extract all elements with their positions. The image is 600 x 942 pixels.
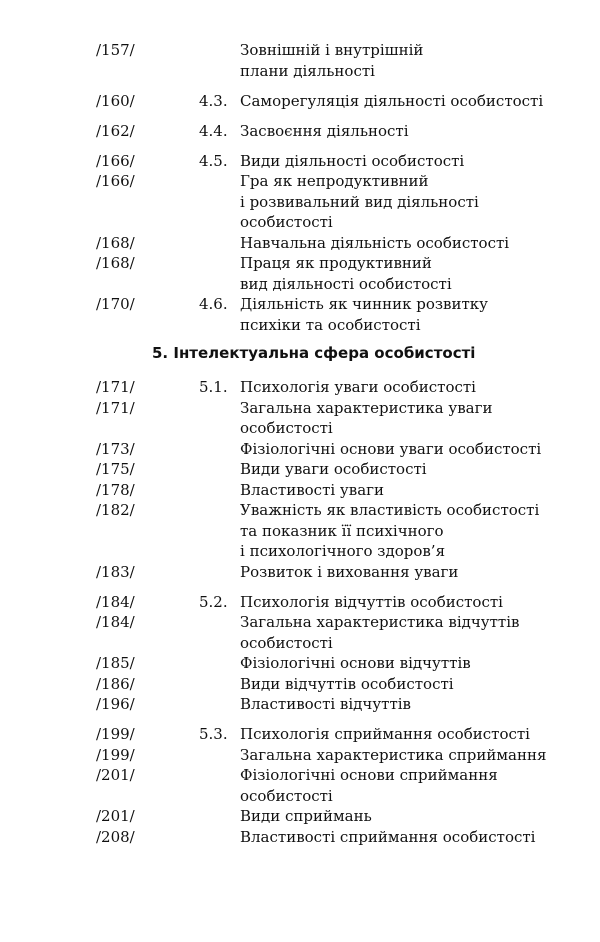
- toc-section-4-continued: [0, 40, 600, 335]
- toc-section-number: 5.1.: [199, 378, 228, 396]
- toc-entry: [0, 500, 600, 562]
- toc-page-ref: /184/: [96, 592, 135, 611]
- toc-entry-title: Уважність як властивість особистості та показник її психічного і психологічного здоров’я: [240, 501, 540, 560]
- toc-entry-title: Загальна характеристика відчуттів особистості: [240, 613, 520, 652]
- toc-entry-title: Засвоєння діяльності: [240, 121, 409, 140]
- toc-entry-title: Властивості уваги: [240, 480, 385, 499]
- spacer: [0, 582, 600, 592]
- toc-entry: [0, 765, 600, 806]
- toc-entry: [0, 674, 600, 695]
- toc-entry-title: Психологія сприймання особистості: [240, 725, 530, 743]
- toc-entry: [0, 294, 600, 335]
- toc-page-ref: /173/: [96, 439, 135, 458]
- toc-entry-title: Зовнішній і внутрішній плани діяльності: [240, 41, 424, 80]
- toc-page-ref: /199/: [96, 725, 135, 743]
- toc-entry-title: Праця як продуктивний вид діяльності особистості: [240, 254, 452, 293]
- toc-entry-title: Гра як непродуктивний і розвивальний вид діяльності особистості: [240, 172, 479, 231]
- toc-entry: [0, 398, 600, 439]
- toc-page-ref: /201/: [96, 766, 135, 784]
- toc-entry-title: Види сприймань: [240, 807, 372, 825]
- toc-page-ref: /162/: [96, 121, 135, 140]
- toc-entry: [0, 745, 600, 766]
- spacer: [0, 81, 600, 91]
- toc-page-ref: /175/: [96, 460, 135, 478]
- toc-entry: [0, 171, 600, 233]
- toc-entry-title: Фізіологічні основи відчуттів: [240, 654, 471, 672]
- toc-page-ref: /168/: [96, 254, 135, 272]
- toc-entry: [0, 253, 600, 294]
- toc-section-number: 4.3.: [199, 91, 228, 110]
- toc-entry-title: Фізіологічні основи сприймання особистості: [240, 766, 498, 805]
- toc-entry: [0, 562, 600, 583]
- toc-page-ref: /170/: [96, 295, 135, 313]
- toc-entry: [0, 40, 600, 81]
- toc-entry: [0, 377, 600, 398]
- toc-section-number: 5.2.: [199, 592, 228, 611]
- toc-entry-title: Навчальна діяльність особистості: [240, 233, 510, 252]
- toc-page-ref: /157/: [96, 41, 135, 59]
- toc-section-number: 4.5.: [199, 151, 228, 170]
- toc-entry-title: Властивості сприймання особистості: [240, 827, 536, 846]
- toc-entry: [0, 592, 600, 613]
- toc-entry-title: Психологія уваги особистості: [240, 378, 476, 396]
- spacer: [0, 715, 600, 725]
- toc-entry-title: Розвиток і виховання уваги: [240, 562, 459, 581]
- toc-entry-title: Загальна характеристика сприймання: [240, 745, 547, 764]
- toc-section-number: 4.4.: [199, 121, 228, 140]
- toc-page-ref: /186/: [96, 674, 135, 693]
- toc-entry: [0, 827, 600, 848]
- toc-entry: [0, 694, 600, 715]
- toc-page-ref: /160/: [96, 91, 135, 110]
- toc-page-ref: /199/: [96, 745, 135, 764]
- spacer: [0, 141, 600, 151]
- toc-entry-title: Види діяльності особистості: [240, 151, 465, 170]
- toc-section-number: 4.6.: [199, 295, 228, 313]
- toc-page-ref: /171/: [96, 378, 135, 396]
- toc-entry-title: Саморегуляція діяльності особистості: [240, 91, 544, 110]
- toc-page-ref: /208/: [96, 827, 135, 846]
- toc-entry: [0, 233, 600, 254]
- toc-entry: [0, 653, 600, 674]
- toc-section-number: 5.3.: [199, 725, 228, 743]
- spacer: [0, 111, 600, 121]
- toc-entry: [0, 724, 600, 745]
- toc-entry: [0, 151, 600, 172]
- toc-entry-title: Види відчуттів особистості: [240, 674, 454, 693]
- table-of-contents: [0, 40, 600, 847]
- toc-page-ref: /196/: [96, 695, 135, 713]
- toc-page-ref: /171/: [96, 398, 135, 417]
- toc-page-ref: /184/: [96, 613, 135, 631]
- toc-page-ref: /185/: [96, 654, 135, 672]
- toc-entry-title: Діяльність як чинник розвитку психіки та особистості: [240, 295, 488, 334]
- toc-entry-title: Психологія відчуттів особистості: [240, 592, 503, 611]
- toc-page-ref: /178/: [96, 480, 135, 499]
- toc-entry-title: Властивості відчуттів: [240, 695, 411, 713]
- toc-page-ref: /166/: [96, 172, 135, 190]
- toc-entry-title: Загальна характеристика уваги особистості: [240, 398, 493, 437]
- toc-entry: [0, 806, 600, 827]
- toc-page-ref: /168/: [96, 233, 135, 252]
- toc-entry-title: Фізіологічні основи уваги особистості: [240, 439, 542, 458]
- toc-section-5: [0, 377, 600, 847]
- toc-entry: [0, 91, 600, 112]
- toc-entry: [0, 612, 600, 653]
- toc-entry: [0, 459, 600, 480]
- toc-page-ref: /166/: [96, 151, 135, 170]
- toc-page-ref: /182/: [96, 501, 135, 519]
- toc-entry-title: Види уваги особистості: [240, 460, 427, 478]
- toc-page-ref: /183/: [96, 562, 135, 581]
- toc-entry: [0, 439, 600, 460]
- toc-entry: [0, 121, 600, 142]
- toc-page-ref: /201/: [96, 807, 135, 825]
- section-heading: 5. Інтелектуальна сфера особистості: [152, 344, 476, 362]
- toc-entry: [0, 480, 600, 501]
